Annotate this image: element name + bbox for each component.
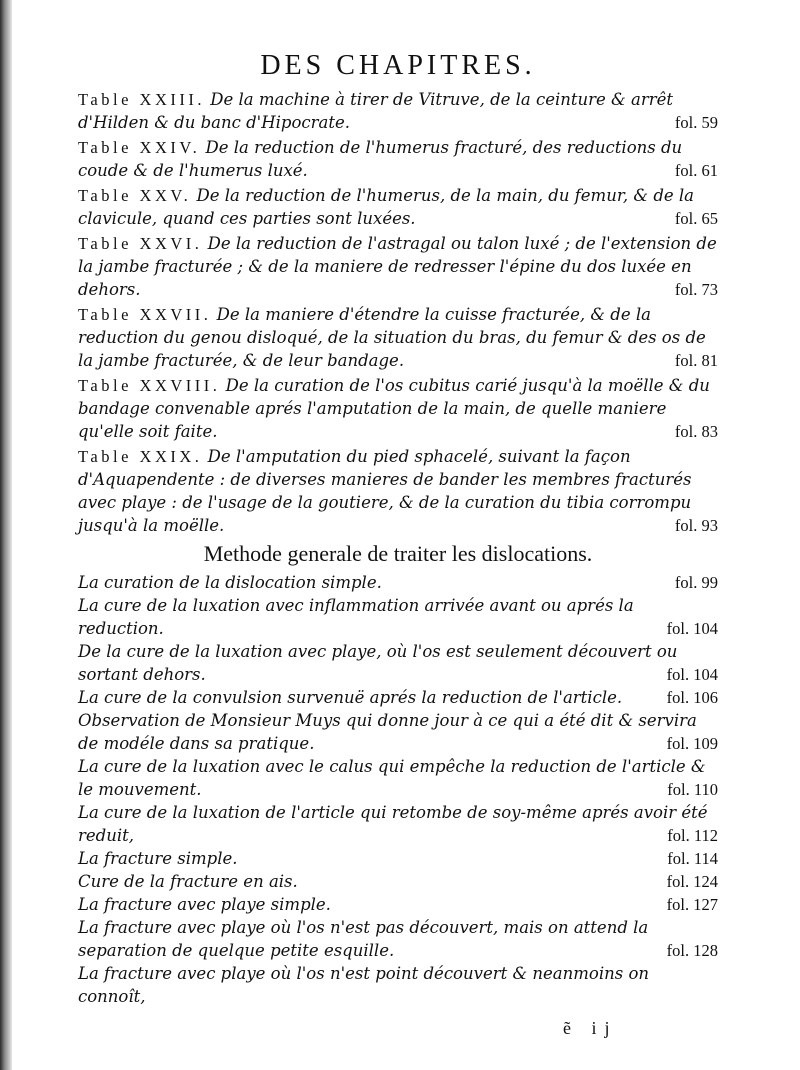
folio-number: fol. 124: [666, 872, 718, 891]
item-text: La cure de la convulsion survenuë aprés la reduction de l'article.: [78, 688, 623, 707]
list-item: [78, 801, 718, 847]
item-text: Observation de Monsieur Muys qui donne jour à ce qui a été dit & servira de modéle dans sa pratique.: [78, 711, 697, 753]
list-item: [78, 686, 718, 709]
folio-number: fol. 99: [674, 573, 718, 592]
folio-number: fol. 127: [666, 895, 718, 914]
table-label: Table XXIV.: [78, 138, 201, 157]
entry-text: De la curation de l'os cubitus carié jusqu'à la moëlle & du bandage convenable aprés l'amputation de la main, de quelle maniere qu'elle soit faite.: [78, 376, 710, 441]
entry-text: De la maniere d'étendre la cuisse fracturée, & de la reduction du genou disloqué, de la situation du bras, du femur & des os de la jambe fracturée, & de leur bandage.: [78, 305, 706, 370]
list-item: [78, 893, 718, 916]
table-label: Table XXV.: [78, 186, 192, 205]
table-entry: [78, 232, 718, 301]
table-entry: [78, 88, 718, 134]
table-entry: [78, 184, 718, 230]
list-item: [78, 640, 718, 686]
entry-text: De la reduction de l'humerus fracturé, des reductions du coude & de l'humerus luxé.: [78, 138, 683, 180]
list-item: [78, 571, 718, 594]
table-label: Table XXVIII.: [78, 376, 221, 395]
folio-number: fol. 65: [674, 209, 718, 228]
list-item: [78, 962, 718, 1008]
list-item: [78, 916, 718, 962]
item-text: De la cure de la luxation avec playe, où l'os est seulement découvert ou sortant dehors.: [78, 642, 678, 684]
list-item: [78, 709, 718, 755]
item-text: La curation de la dislocation simple.: [78, 573, 382, 592]
table-label: Table XXIX.: [78, 447, 203, 466]
list-item: [78, 594, 718, 640]
item-list: [78, 571, 718, 1008]
folio-number: fol. 110: [667, 780, 718, 799]
item-text: La fracture avec playe où l'os n'est pas découvert, mais on attend la separation de quelque petite esquille.: [78, 918, 649, 960]
entry-text: De la reduction de l'humerus, de la main, du femur, & de la clavicule, quand ces parties sont luxées.: [78, 186, 695, 228]
item-text: La cure de la luxation avec le calus qui empêche la reduction de l'article & le mouvement.: [78, 757, 706, 799]
folio-number: fol. 112: [667, 826, 718, 845]
folio-number: fol. 104: [666, 665, 718, 684]
list-item: [78, 847, 718, 870]
entry-text: De la machine à tirer de Vitruve, de la ceinture & arrêt d'Hilden & du banc d'Hipocrate.: [78, 90, 673, 132]
table-entry: [78, 136, 718, 182]
folio-number: fol. 61: [674, 161, 718, 180]
folio-number: fol. 73: [674, 280, 718, 299]
folio-number: fol. 114: [667, 849, 718, 868]
section-title: Methode generale de traiter les dislocations.: [203, 541, 593, 566]
item-text: La cure de la luxation avec inflammation arrivée avant ou aprés la reduction.: [78, 596, 634, 638]
item-text: La fracture avec playe où l'os n'est point découvert & neanmoins on connoît,: [78, 964, 650, 1006]
folio-number: fol. 109: [666, 734, 718, 753]
table-label: Table XXVI.: [78, 234, 203, 253]
item-text: La fracture simple.: [78, 849, 238, 868]
table-entry: [78, 374, 718, 443]
signature-mark: ẽ ij: [563, 1018, 618, 1038]
table-entry: [78, 445, 718, 537]
folio-number: fol. 104: [666, 619, 718, 638]
folio-number: fol. 59: [674, 113, 718, 132]
entry-text: De l'amputation du pied sphacelé, suivant la façon d'Aquapendente : de diverses manieres de bander les membres fracturés avec playe : de l'usage de la goutiere, & de la curation du tibia corrompu jusqu'à la moëlle.: [78, 447, 692, 535]
folio-number: fol. 81: [674, 351, 718, 370]
page-content: [78, 50, 718, 1008]
folio-number: fol. 106: [666, 688, 718, 707]
list-item: [78, 870, 718, 893]
table-entry: [78, 303, 718, 372]
folio-number: fol. 83: [674, 422, 718, 441]
item-text: La fracture avec playe simple.: [78, 895, 331, 914]
folio-number: fol. 128: [666, 941, 718, 960]
binding-gutter: [0, 0, 12, 1070]
entry-text: De la reduction de l'astragal ou talon luxé ; de l'extension de la jambe fracturée ; & de la maniere de redresser l'épine du dos luxée en dehors.: [78, 234, 717, 299]
page-header: DES CHAPITRES.: [260, 50, 536, 81]
folio-number: fol. 93: [674, 516, 718, 535]
list-item: [78, 755, 718, 801]
item-text: La cure de la luxation de l'article qui retombe de soy-même aprés avoir été reduit,: [78, 803, 708, 845]
table-label: Table XXVII.: [78, 305, 212, 324]
table-label: Table XXIII.: [78, 90, 205, 109]
item-text: Cure de la fracture en ais.: [78, 872, 298, 891]
table-list: [78, 88, 718, 537]
